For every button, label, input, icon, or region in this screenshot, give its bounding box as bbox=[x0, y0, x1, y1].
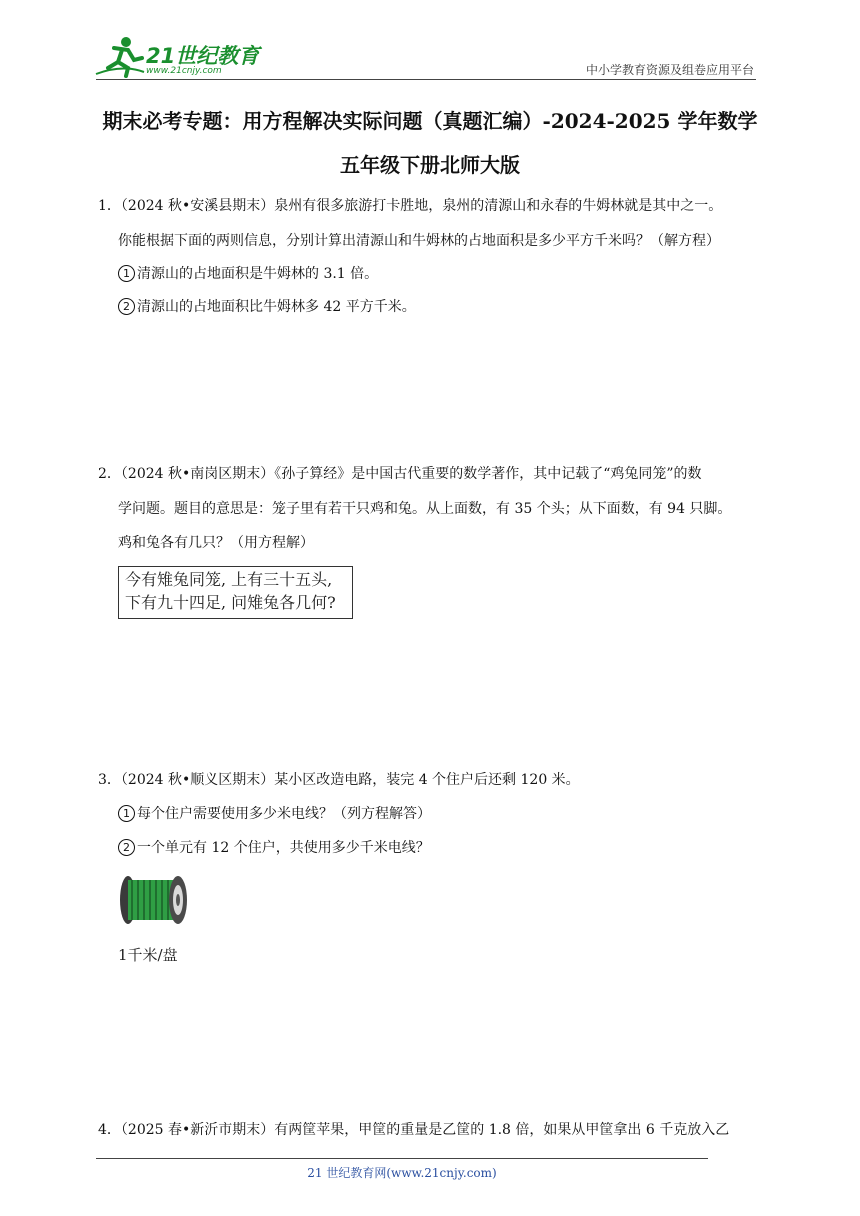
circled-number: 2 bbox=[118, 298, 135, 315]
logo-url: www.21cnjy.com bbox=[146, 66, 222, 76]
circled-number: 1 bbox=[118, 805, 135, 822]
item-text: 一个单元有 12 个住户，共使用多少千米电线？ bbox=[137, 840, 430, 856]
ancient-text-line-2: 下有九十四足, 问雉兔各几何? bbox=[125, 593, 336, 612]
question-2-line-2: 学问题。题目的意思是：笼子里有若干只鸡和兔。从上面数，有 35 个头；从下面数，有 94 只脚。 bbox=[118, 501, 732, 517]
item-text: 清源山的占地面积是牛姆林的 3.1 倍。 bbox=[137, 266, 379, 282]
header-divider bbox=[96, 79, 756, 80]
circled-number: 1 bbox=[118, 265, 135, 282]
question-1-item-2 bbox=[118, 297, 416, 317]
circled-number: 2 bbox=[118, 839, 135, 856]
page-title: 期末必考专题：用方程解决实际问题（真题汇编）-2024-2025 学年数学 bbox=[102, 109, 758, 133]
question-3-line-1: 3．（2024 秋•顺义区期末）某小区改造电路，装完 4 个住户后还剩 120 米。 bbox=[98, 772, 580, 788]
question-1-line-1: 1．（2024 秋•安溪县期末）泉州有很多旅游打卡胜地，泉州的清源山和永春的牛姆林就是其中之一。 bbox=[98, 198, 723, 214]
question-3-item-2 bbox=[118, 838, 430, 858]
question-3-item-1 bbox=[118, 804, 431, 824]
question-1-line-2: 你能根据下面的两则信息，分别计算出清源山和牛姆林的占地面积是多少平方千米吗？（解方程） bbox=[118, 233, 720, 249]
wire-reel-icon bbox=[118, 874, 190, 926]
platform-name: 中小学教育资源及组卷应用平台 bbox=[585, 63, 754, 77]
question-1-item-1 bbox=[118, 264, 378, 284]
question-2-line-1: 2．（2024 秋•南岗区期末）《孙子算经》是中国古代重要的数学著作，其中记载了“鸡兔同笼”的数 bbox=[98, 466, 702, 482]
item-text: 清源山的占地面积比牛姆林多 42 平方千米。 bbox=[137, 299, 416, 315]
question-4-line-1: 4．（2025 春•新沂市期末）有两筐苹果，甲筐的重量是乙筐的 1.8 倍，如果从甲筐拿出 6 千克放入乙 bbox=[98, 1122, 730, 1138]
question-2-line-3: 鸡和兔各有几只？（用方程解） bbox=[118, 535, 314, 551]
logo-text: 21世纪教育 bbox=[146, 44, 260, 68]
wire-reel-label: 1千米/盘 bbox=[118, 946, 178, 964]
ancient-text-box bbox=[118, 566, 353, 619]
footer-text: 21 世纪教育网(www.21cnjy.com) bbox=[307, 1166, 497, 1180]
ancient-text-line-1: 今有雉兔同笼, 上有三十五头, bbox=[125, 570, 333, 589]
page-subtitle: 五年级下册北师大版 bbox=[340, 153, 520, 177]
footer-divider bbox=[96, 1158, 708, 1159]
item-text: 每个住户需要使用多少米电线？（列方程解答） bbox=[137, 806, 431, 822]
